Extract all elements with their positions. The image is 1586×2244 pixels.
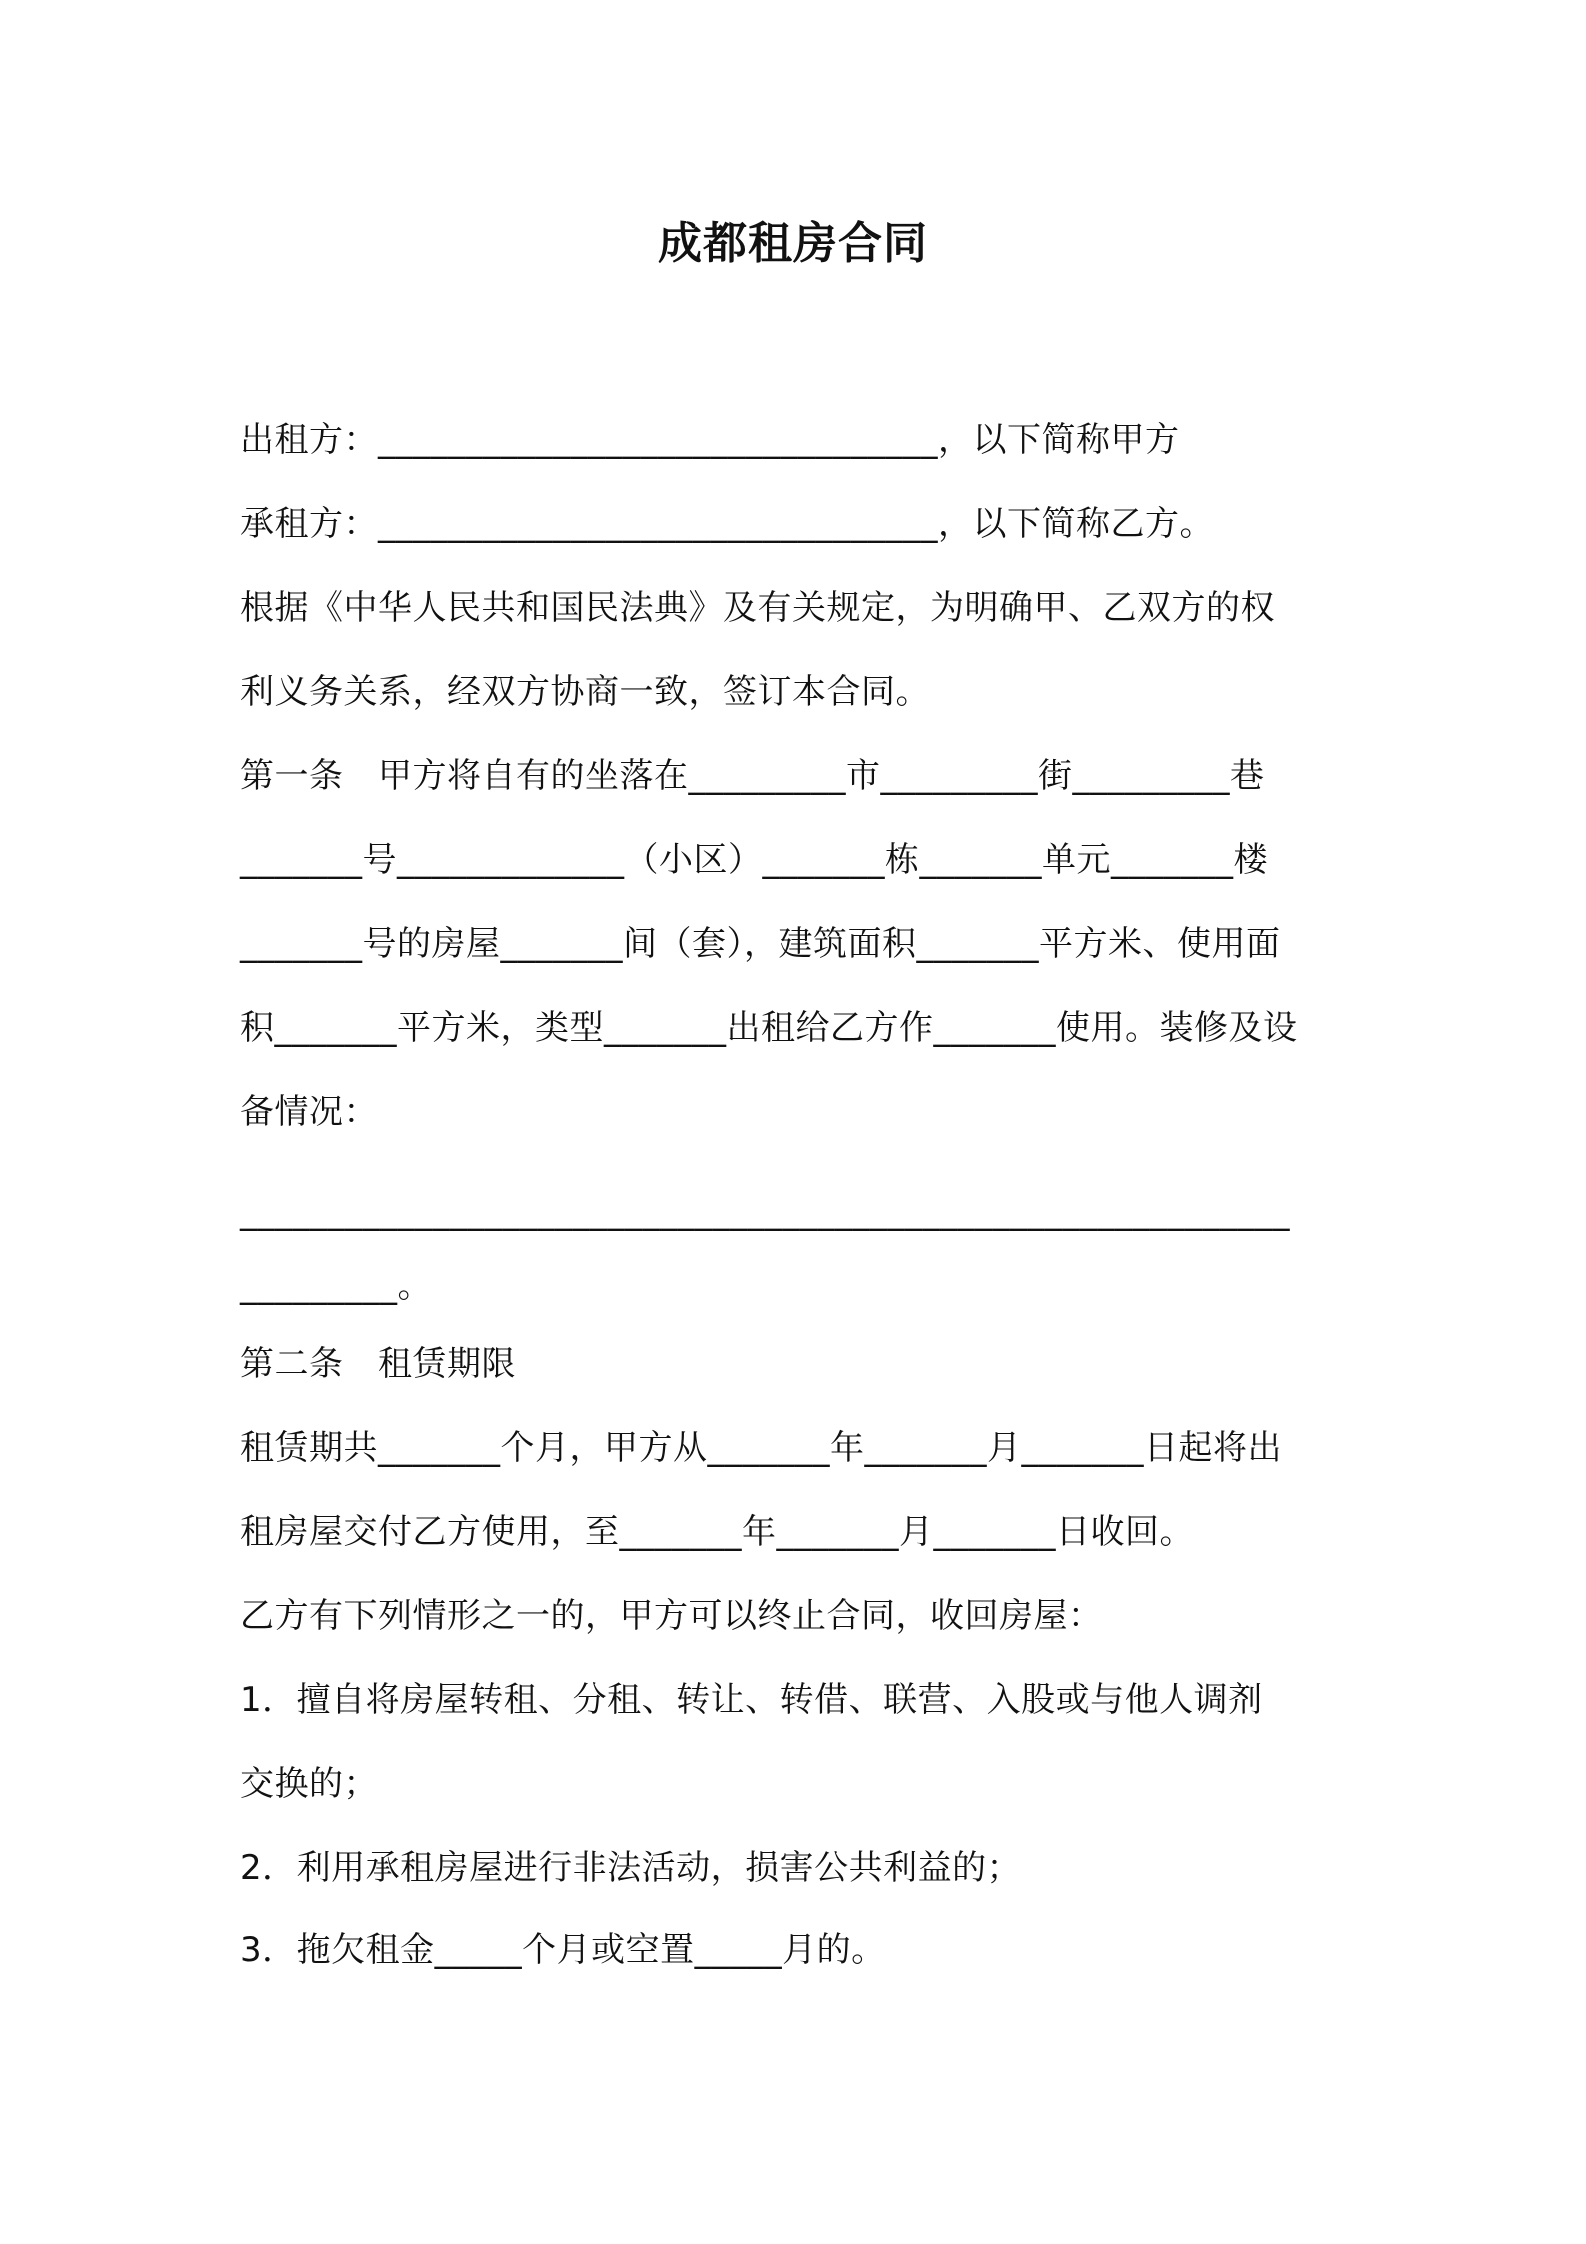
article-1-line-2: _______号_____________（小区）_______栋_______单元_______楼 — [240, 840, 1268, 880]
termination-item-1: 1．擅自将房屋转租、分租、转让、转借、联营、入股或与他人调剂 — [240, 1680, 1263, 1720]
article-1-line-5: 备情况： — [240, 1092, 378, 1132]
lessee-line: 承租方：________________________________，以下简称乙方。 — [240, 504, 1214, 544]
article-1-line-1: 第一条 甲方将自有的坐落在_________市_________街_________巷 — [240, 756, 1265, 796]
termination-intro: 乙方有下列情形之一的，甲方可以终止合同，收回房屋： — [240, 1596, 1103, 1636]
equipment-blank-line-1: ____________________________________________________________ — [240, 1192, 1290, 1232]
lessor-line: 出租方：________________________________，以下简称甲方 — [240, 420, 1180, 460]
article-2-heading: 第二条 租赁期限 — [240, 1344, 516, 1384]
article-1-line-4: 积_______平方米，类型_______出租给乙方作_______使用。装修及设 — [240, 1008, 1298, 1048]
termination-item-2: 2．利用承租房屋进行非法活动，损害公共利益的； — [240, 1848, 1022, 1888]
preamble-line-1: 根据《中华人民共和国民法典》及有关规定，为明确甲、乙双方的权 — [240, 588, 1275, 628]
article-2-line-2: 租房屋交付乙方使用，至_______年_______月_______日收回。 — [240, 1512, 1194, 1552]
termination-item-1-cont: 交换的； — [240, 1764, 378, 1804]
document-title: 成都租房合同 — [658, 218, 928, 269]
termination-item-3: 3．拖欠租金_____个月或空置_____月的。 — [240, 1930, 886, 1970]
article-1-line-3: _______号的房屋_______间（套），建筑面积_______平方米、使用面 — [240, 924, 1281, 964]
article-2-line-1: 租赁期共_______个月，甲方从_______年_______月_______日起将出 — [240, 1428, 1282, 1468]
preamble-line-2: 利义务关系，经双方协商一致，签订本合同。 — [240, 672, 930, 712]
equipment-blank-line-2: _________。 — [240, 1266, 432, 1306]
